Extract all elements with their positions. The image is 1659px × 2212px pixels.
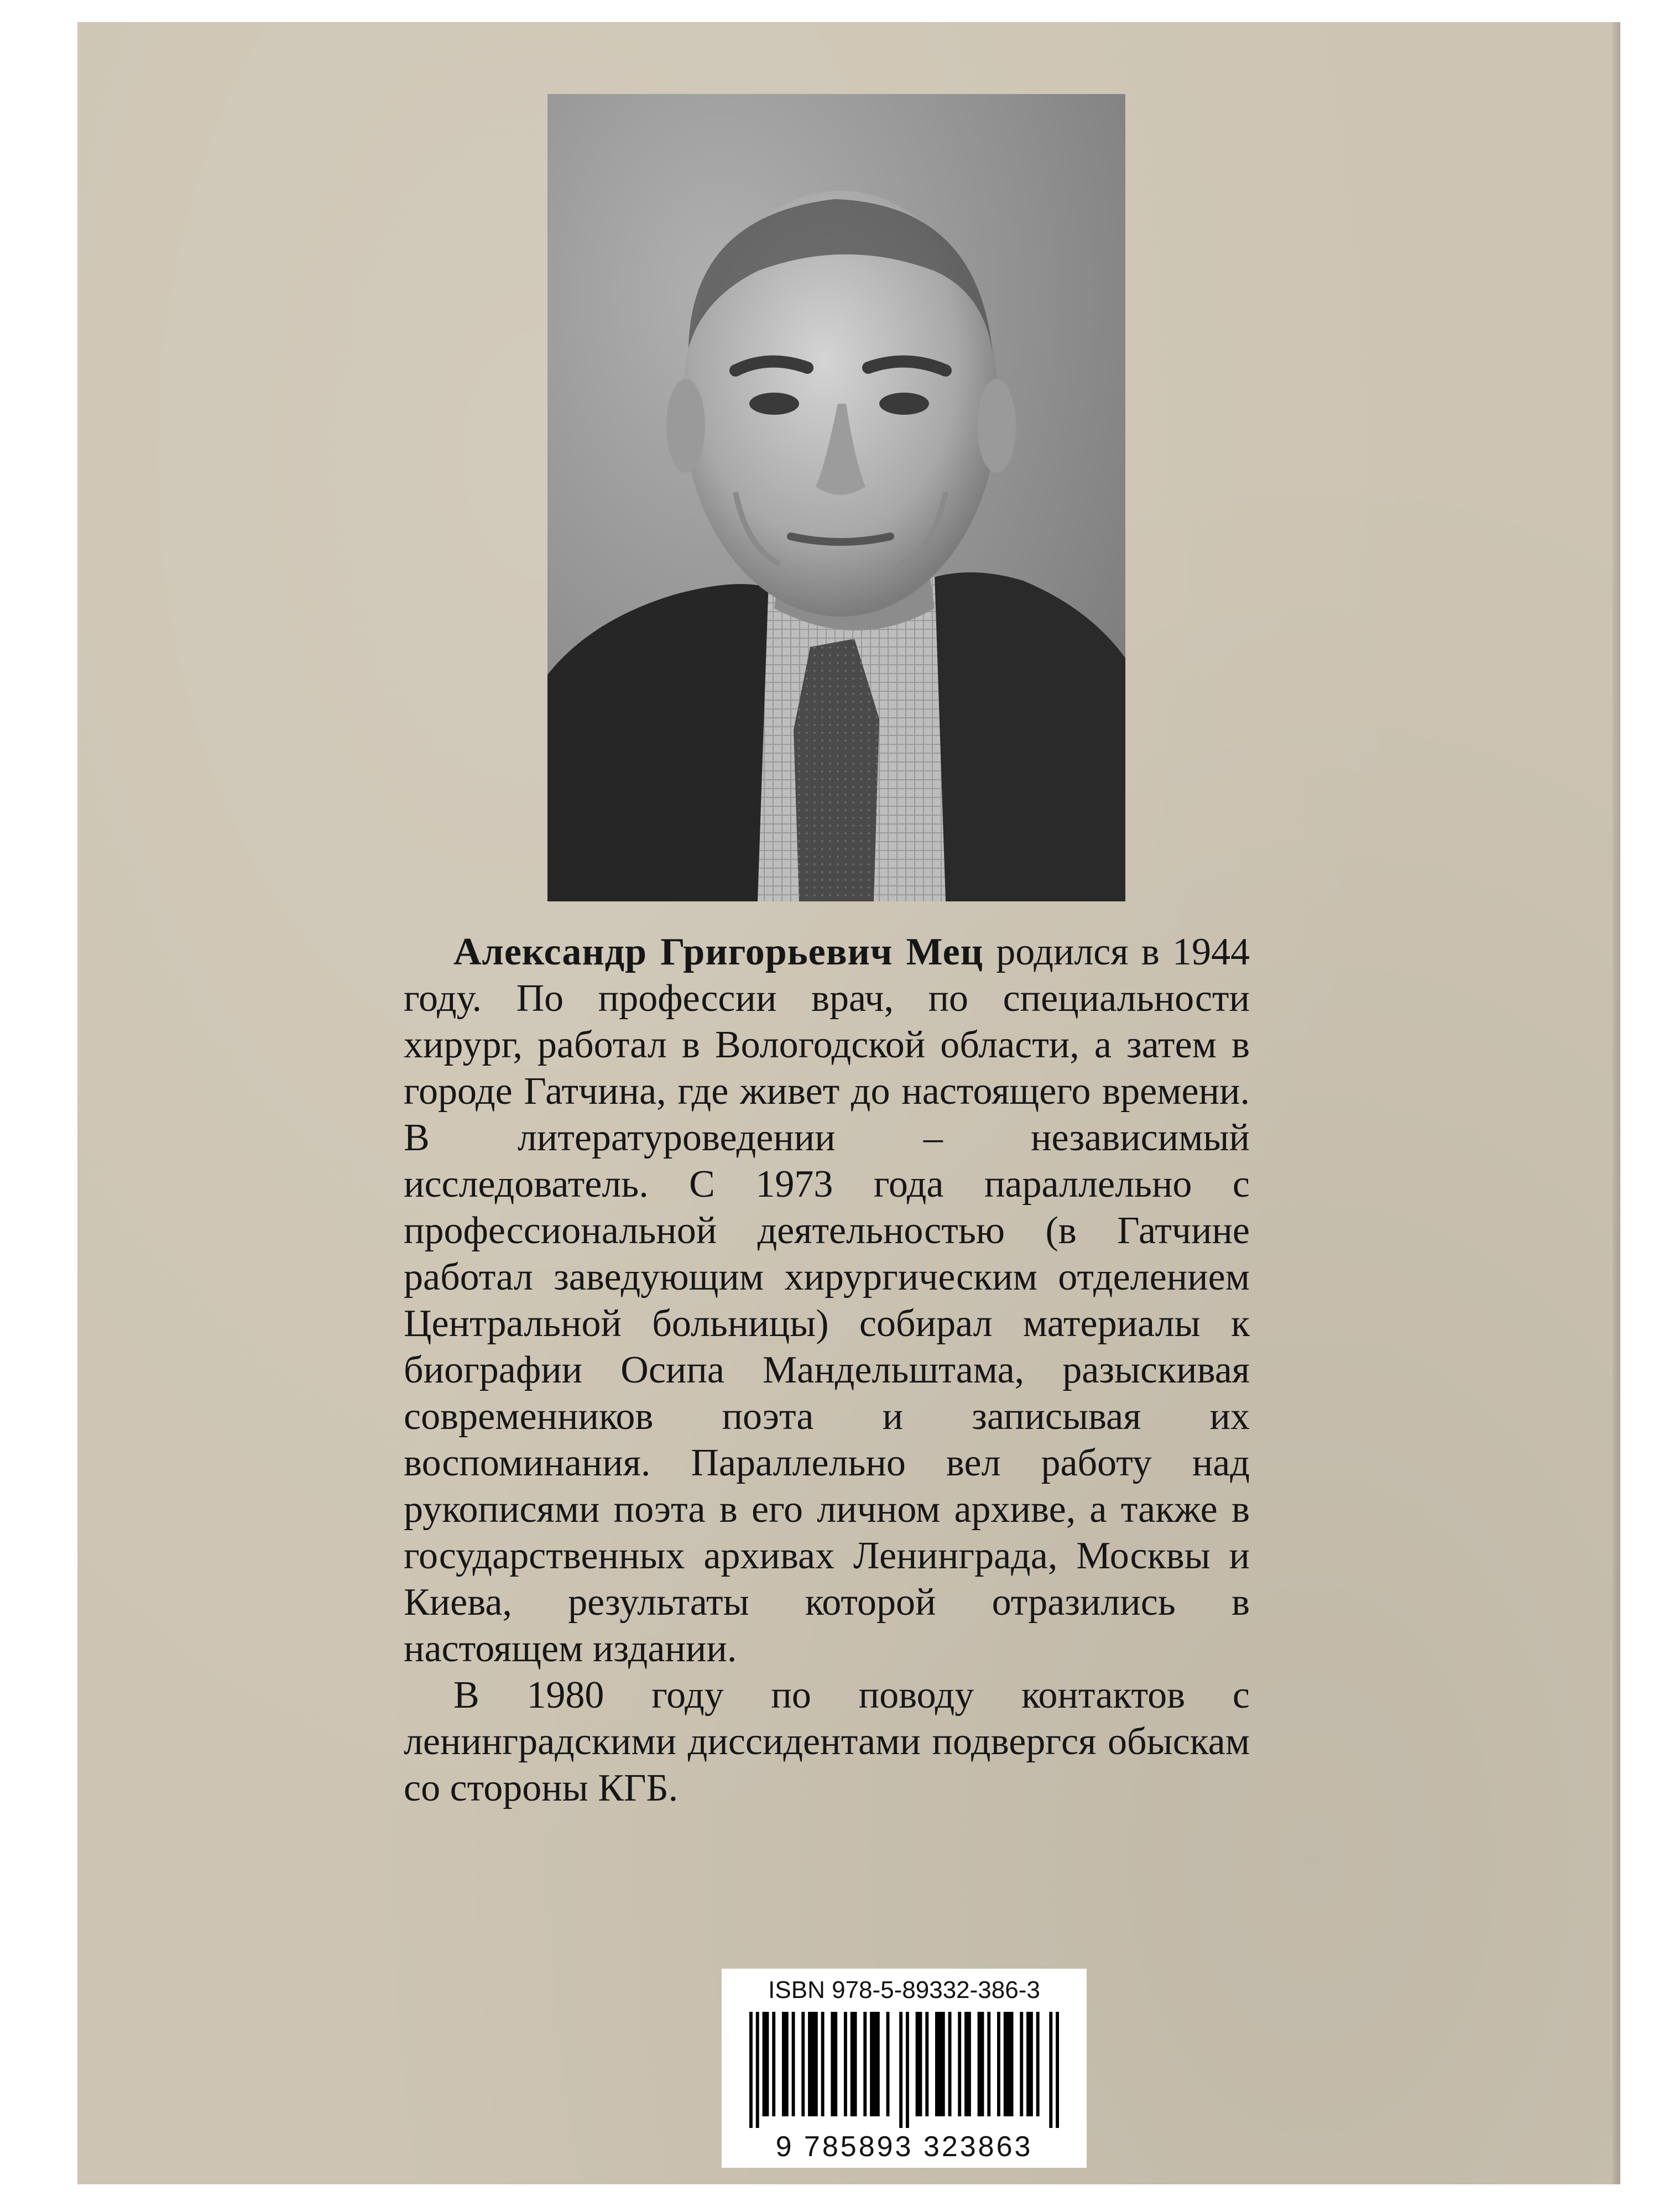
- author-portrait: [547, 94, 1125, 901]
- isbn-label: ISBN 978-5-89332-386-3: [768, 1976, 1040, 2004]
- author-biography: [404, 929, 1250, 1812]
- author-name: Александр Григорьевич Мец: [453, 931, 984, 973]
- back-cover: [77, 22, 1620, 2184]
- barcode-icon: [749, 2012, 1059, 2128]
- bio-text: родился в 1944 году. По профессии врач, по специальности хирург, работал в Вологодской области, а затем в городе Гатчина, где живет до настоящего времени. В литературоведении – независимый исследователь. С 1973 года параллельно с профессиональной деятельностью (в Гатчине работал заведующим хирургическим отделением Центральной больницы) собирал материалы к биографии Осипа Мандельштама, разыскивая современников поэта и записывая их воспоминания. Параллельно вел работу над рукописями поэта в его личном архиве, а также в государственных архивах Ленинграда, Москвы и Киева, результаты которой отразились в настоящем издании.: [404, 931, 1250, 1670]
- bio-paragraph: [404, 929, 1250, 1672]
- bio-paragraph: В 1980 году по поводу контактов с ленинградскими диссидентами подвергся обыскам со стороны КГБ.: [404, 1674, 1250, 1809]
- barcode-digits: 9 785893 323863: [775, 2131, 1033, 2163]
- isbn-barcode-box: [722, 1969, 1087, 2168]
